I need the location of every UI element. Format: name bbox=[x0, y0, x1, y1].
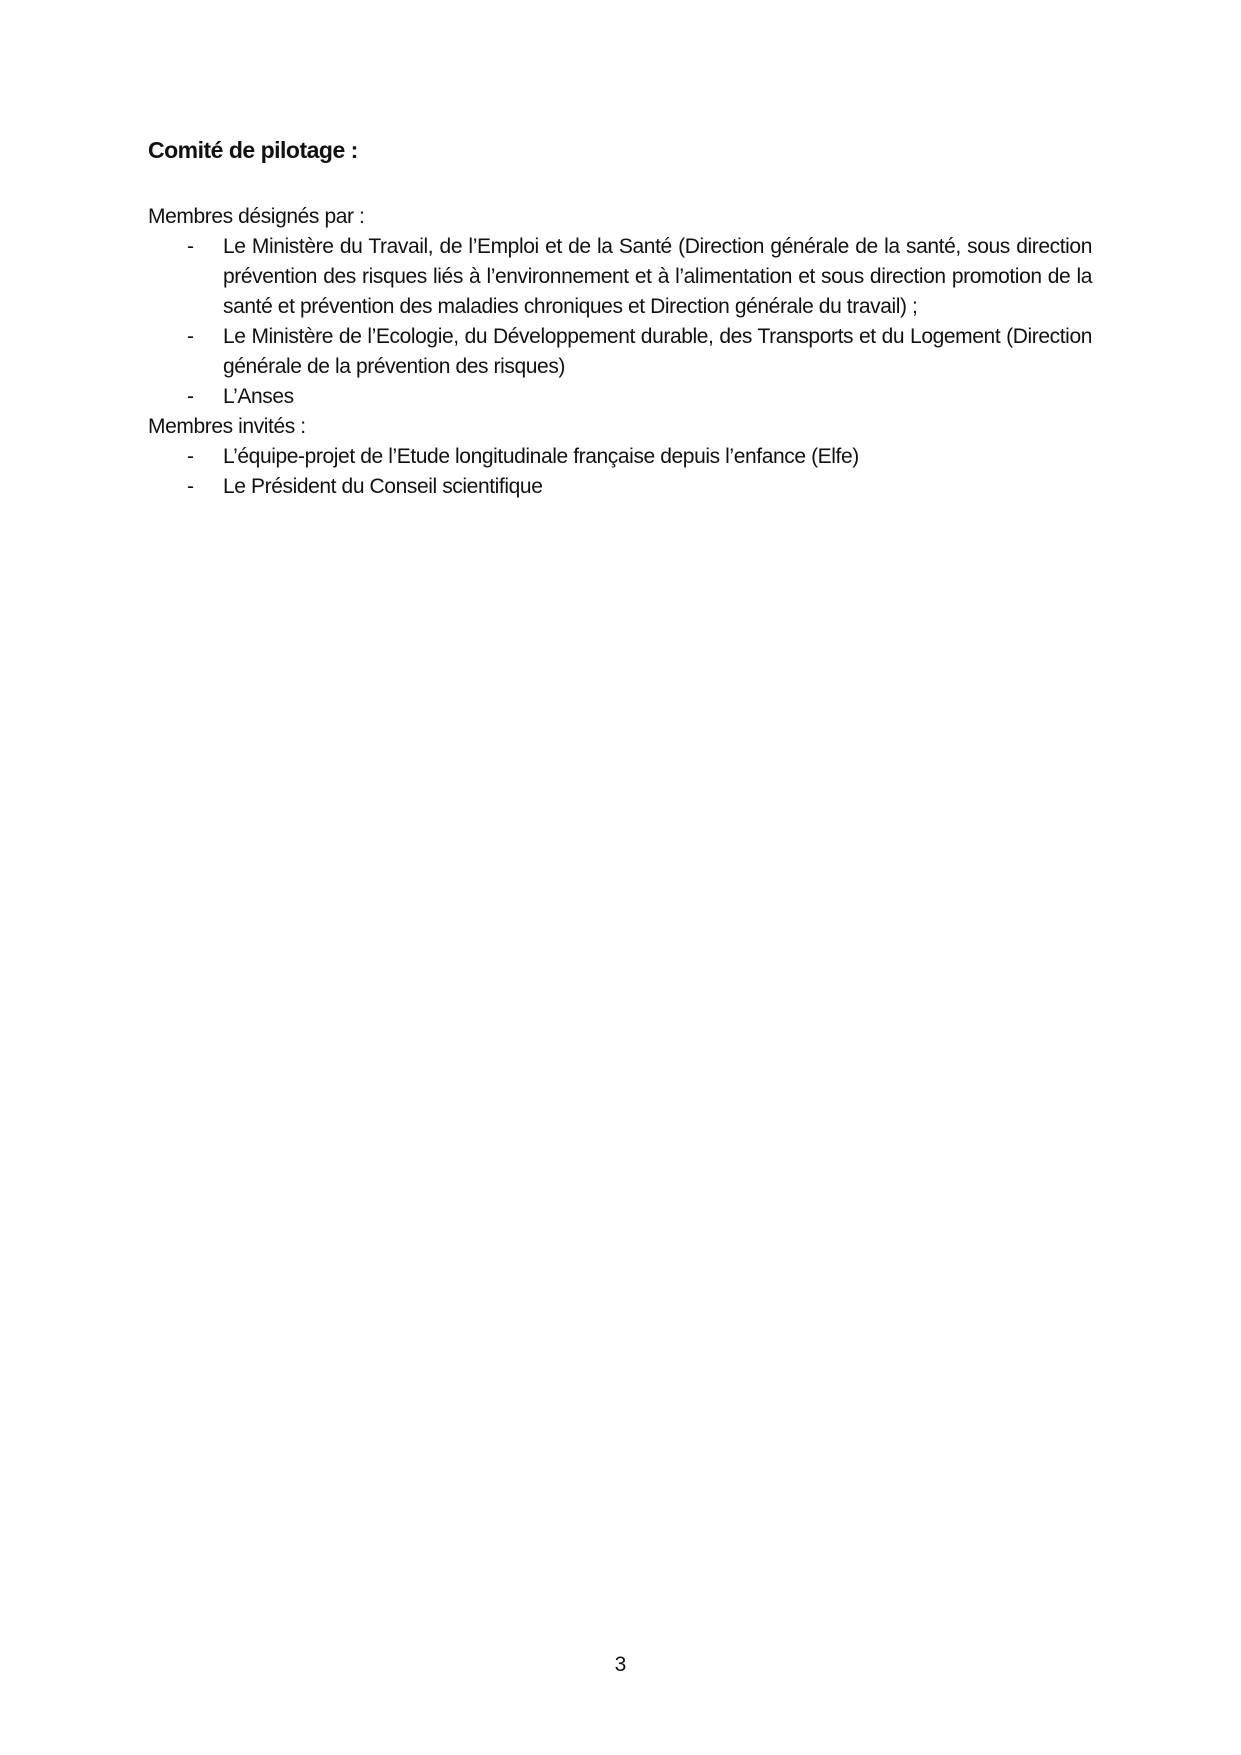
bullet-dash: - bbox=[187, 445, 194, 468]
list-item-text: Le Ministère du Travail, de l’Emploi et de la Santé (Direction générale de la santé, sous direction prévention des risques liés à l’environnement et à l’alimentation et sous direction promotion de la santé et prévention des maladies chroniques et Direction générale du travail) ; bbox=[223, 235, 1092, 318]
list-item-text: L’équipe-projet de l’Etude longitudinale française depuis l’enfance (Elfe) bbox=[223, 445, 859, 468]
bullet-dash: - bbox=[187, 325, 194, 348]
section-heading: Comité de pilotage : bbox=[148, 137, 358, 163]
bullet-dash: - bbox=[187, 235, 194, 258]
designated-members-label: Membres désignés par : bbox=[148, 205, 365, 228]
bullet-dash: - bbox=[187, 475, 194, 498]
designated-members-list bbox=[148, 232, 1092, 412]
bullet-dash: - bbox=[187, 385, 194, 408]
page-number: 3 bbox=[614, 1653, 627, 1676]
list-item bbox=[148, 382, 1092, 412]
list-item bbox=[148, 232, 1092, 322]
list-item-text: L’Anses bbox=[223, 385, 294, 408]
list-item bbox=[148, 322, 1092, 382]
invited-members-label: Membres invités : bbox=[148, 415, 306, 438]
page-content bbox=[148, 134, 1092, 502]
list-item-text: Le Président du Conseil scientifique bbox=[223, 475, 543, 498]
list-item bbox=[148, 442, 1092, 472]
list-item-text: Le Ministère de l’Ecologie, du Développement durable, des Transports et du Logement (Direction générale de la prévention des risques) bbox=[223, 325, 1092, 378]
list-item bbox=[148, 472, 1092, 502]
invited-members-list bbox=[148, 442, 1092, 502]
